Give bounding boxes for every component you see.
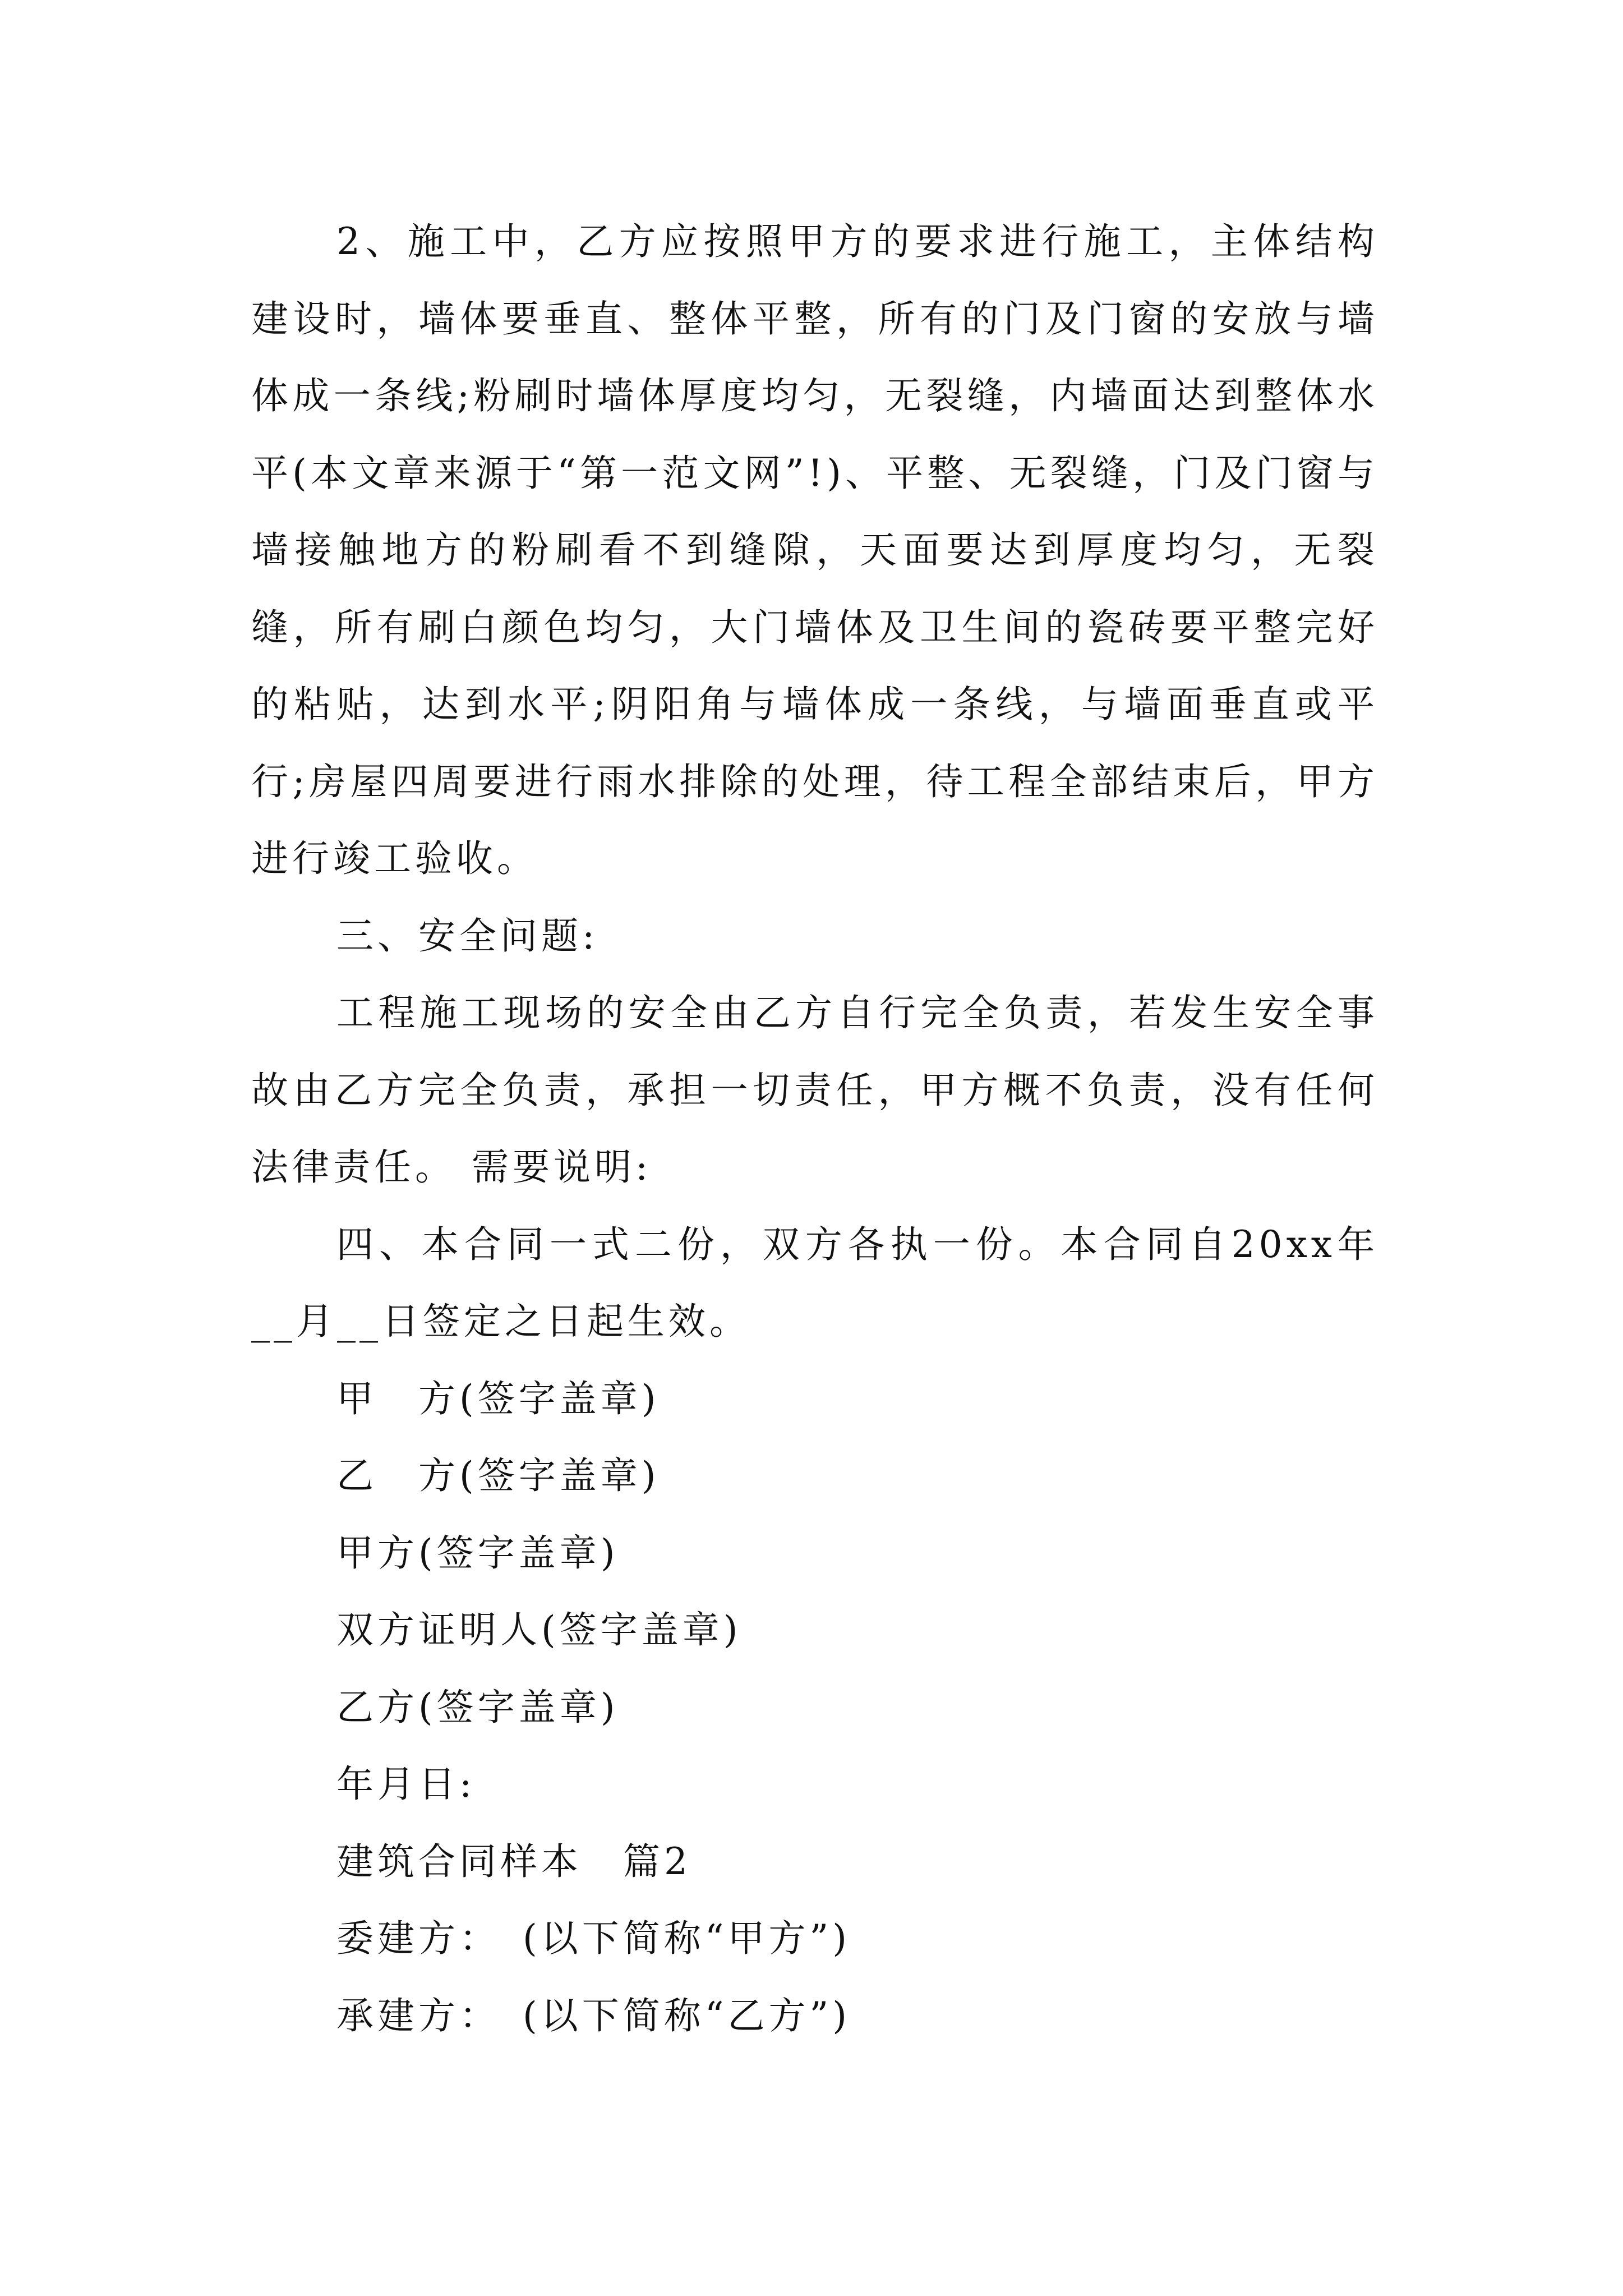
safety-paragraph: 工程施工现场的安全由乙方自行完全负责，若发生安全事故由乙方完全负责，承担一切责任，甲方概不负责，没有任何法律责任。 需要说明: [251,991,1378,1189]
client-party-line: 委建方： (以下简称“甲方”) [336,1917,851,1960]
contractor-party-line: 承建方： (以下简称“乙方”) [336,1994,851,2037]
party-a-signature-line: 甲 方(签字盖章) [336,1377,660,1420]
witness-signature-line: 双方证明人(签字盖章) [336,1608,742,1651]
document-body [251,203,1378,2054]
section-title: 建筑合同样本 篇2 [336,1839,691,1883]
party-a-signature-line-2: 甲方(签字盖章) [336,1531,619,1575]
party-b-signature-line-2: 乙方(签字盖章) [336,1685,619,1729]
date-line: 年月日: [336,1763,476,1806]
safety-heading: 三、安全问题: [336,914,599,958]
party-b-signature-line: 乙 方(签字盖章) [336,1454,660,1497]
construction-requirements-paragraph: 2、施工中，乙方应按照甲方的要求进行施工，主体结构建设时，墙体要垂直、整体平整，所有的门及门窗的安放与墙体成一条线;粉刷时墙体厚度均匀，无裂缝，内墙面达到整体水平(本文章来源于“第一范文网”!)、平整、无裂缝，门及门窗与墙接触地方的粉刷看不到缝隙，天面要达到厚度均匀，无裂缝，所有刷白颜色均匀，大门墙体及卫生间的瓷砖要平整完好的粘贴，达到水平;阴阳角与墙体成一条线，与墙面垂直或平行;房屋四周要进行雨水排除的处理，待工程全部结束后，甲方进行竣工验收。 [251,220,1378,880]
contract-validity-paragraph: 四、本合同一式二份，双方各执一份。本合同自20xx年__月__日签定之日起生效。 [251,1222,1378,1343]
